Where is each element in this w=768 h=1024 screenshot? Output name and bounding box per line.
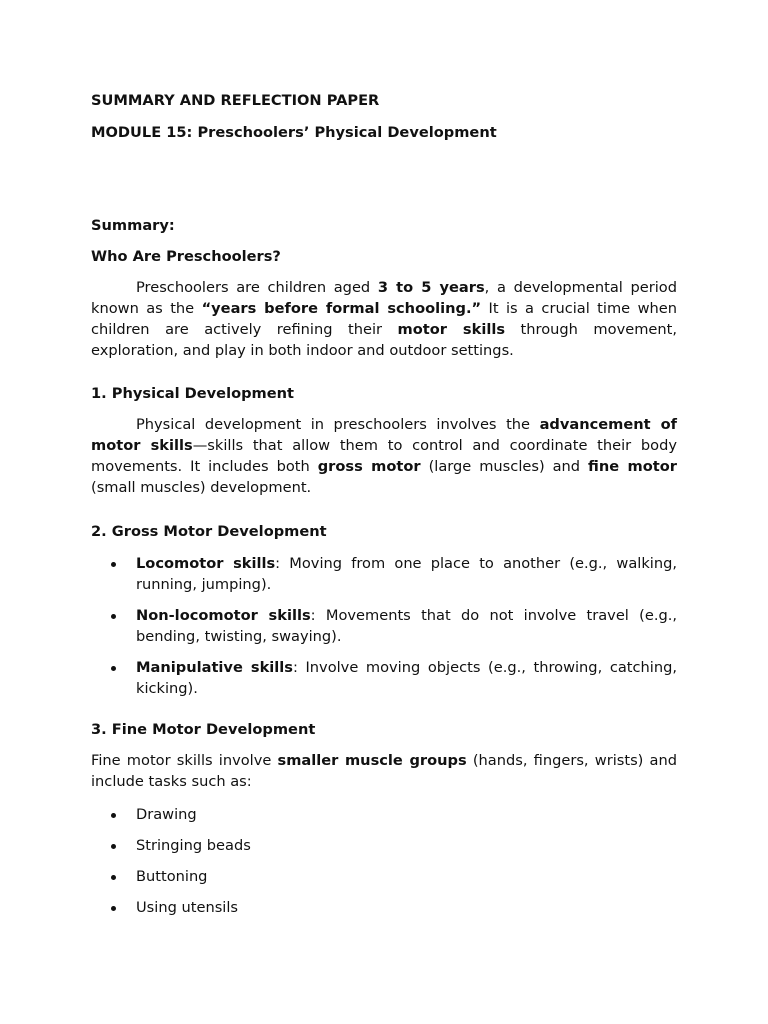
text-run-bold: gross motor xyxy=(317,458,421,475)
module-title: MODULE 15: Preschoolers’ Physical Development xyxy=(91,124,497,141)
bullet-icon xyxy=(111,562,116,567)
physical-development-heading: 1. Physical Development xyxy=(91,385,295,402)
text-run-bold: smaller muscle groups xyxy=(277,752,467,769)
text-run-bold: “years before formal schooling.” xyxy=(201,300,482,317)
list-item xyxy=(136,605,677,647)
bullet-icon xyxy=(111,666,116,671)
bullet-icon xyxy=(111,906,116,911)
text-run-bold: motor skills xyxy=(397,321,506,338)
list-item-desc: : Moving from one place to another (e.g., walking, running, jumping). xyxy=(136,555,677,593)
who-heading: Who Are Preschoolers? xyxy=(91,248,281,265)
bullet-icon xyxy=(111,844,116,849)
text-run: (hands, fingers, wrists) and include tasks such as: xyxy=(91,752,678,790)
text-run: (large muscles) and xyxy=(420,458,589,475)
text-run-bold: fine motor xyxy=(588,458,677,475)
list-item xyxy=(136,657,677,699)
text-run: Fine motor skills involve xyxy=(91,752,278,769)
list-item: Drawing xyxy=(136,806,197,823)
text-run-bold: advancement of motor skills xyxy=(91,416,677,454)
list-item-desc: : Movements that do not involve travel (e.g., bending, twisting, swaying). xyxy=(136,607,677,645)
bullet-icon xyxy=(111,875,116,880)
text-run: , a developmental period known as the xyxy=(91,279,678,317)
bullet-icon xyxy=(111,813,116,818)
text-run: It is a crucial time when children are actively refining their xyxy=(91,300,677,338)
list-item: Stringing beads xyxy=(136,837,251,854)
text-run: (small muscles) development. xyxy=(91,479,312,496)
list-item-term: Non-locomotor skills xyxy=(136,607,311,624)
fine-motor-heading: 3. Fine Motor Development xyxy=(91,721,316,738)
physical-development-paragraph xyxy=(91,414,677,498)
list-item xyxy=(136,553,677,595)
text-run: —skills that allow them to control and coordinate their body movements. It includes both xyxy=(91,437,677,475)
list-item-term: Manipulative skills xyxy=(136,659,293,676)
summary-label: Summary: xyxy=(91,217,175,234)
text-run: through movement, exploration, and play in both indoor and outdoor settings. xyxy=(91,321,677,359)
list-item-term: Locomotor skills xyxy=(136,555,276,572)
paper-title: SUMMARY AND REFLECTION PAPER xyxy=(91,92,380,109)
bullet-icon xyxy=(111,614,116,619)
list-item-desc: : Involve moving objects (e.g., throwing, catching, kicking). xyxy=(136,659,677,697)
who-paragraph xyxy=(91,277,677,361)
list-item: Using utensils xyxy=(136,899,239,916)
text-run: Physical development in preschoolers involves the xyxy=(136,416,540,433)
list-item: Buttoning xyxy=(136,868,208,885)
text-run: Preschoolers are children aged xyxy=(136,279,378,296)
gross-motor-heading: 2. Gross Motor Development xyxy=(91,523,327,540)
fine-motor-paragraph xyxy=(91,750,677,792)
text-run-bold: 3 to 5 years xyxy=(377,279,485,296)
